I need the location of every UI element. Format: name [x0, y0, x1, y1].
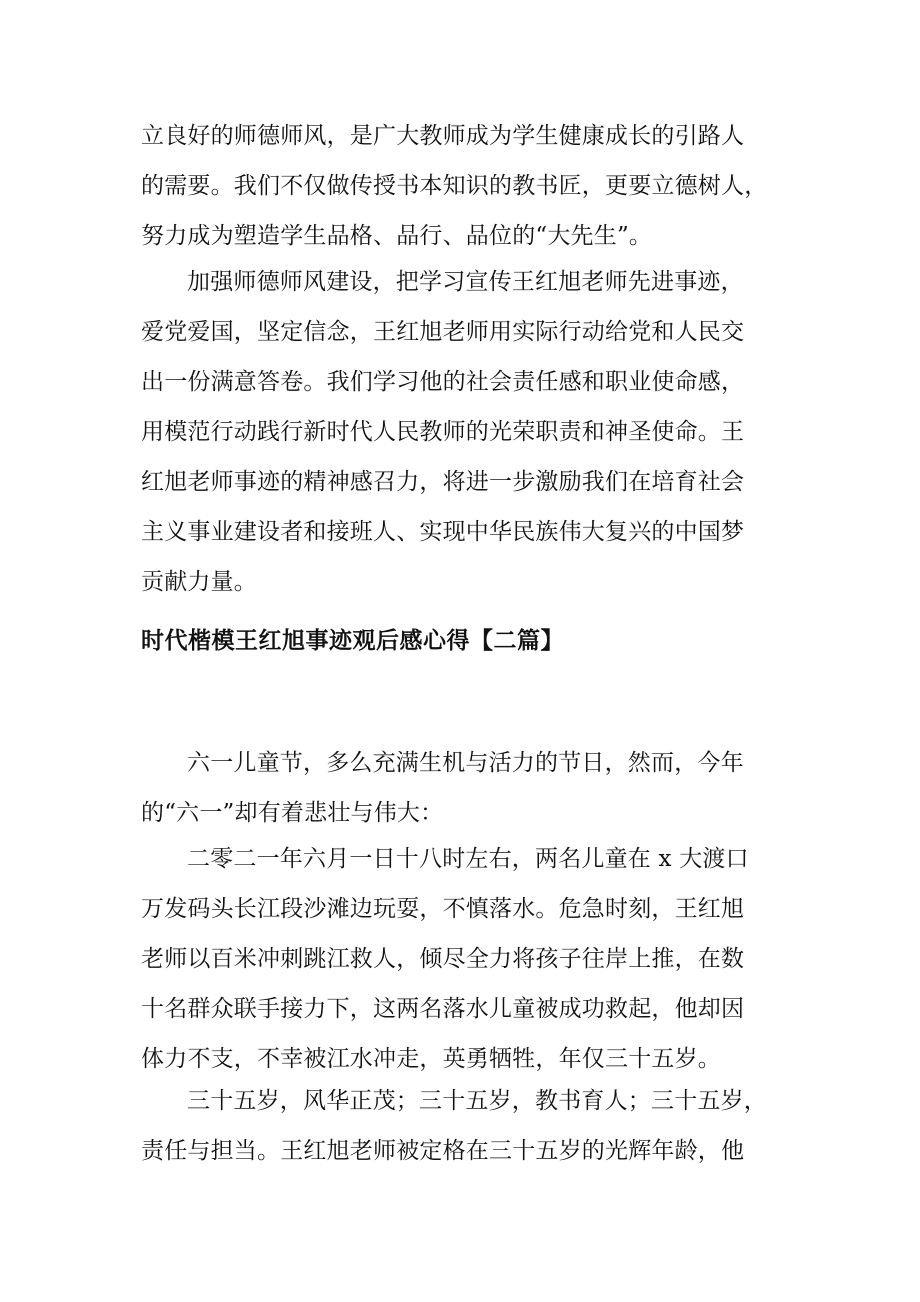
- text-line: 立良好的师德师风，是广大教师成为学生健康成长的引路人: [141, 123, 745, 149]
- text-line: 三十五岁，风华正茂；三十五岁，教书育人；三十五岁，: [187, 1088, 767, 1114]
- text-line: 体力不支，不幸被江水冲走，英勇牺牲，年仅三十五岁。: [141, 1046, 721, 1072]
- paragraph-continuation: [141, 111, 781, 261]
- text-line: 红旭老师事迹的精神感召力，将进一步激励我们在培育社会: [141, 469, 745, 495]
- paragraph-childrens-day: [141, 738, 781, 838]
- text-line: 老师以百米冲刺跳江救人，倾尽全力将孩子往岸上推，在数: [141, 946, 745, 972]
- text-line: 的需要。我们不仅做传授书本知识的教书匠，更要立德树人，: [141, 173, 768, 199]
- section-heading: 时代楷模王红旭事迹观后感心得【二篇】: [141, 628, 564, 654]
- text-line: 用模范行动践行新时代人民教师的光荣职责和神圣使命。王: [141, 419, 745, 445]
- paragraph-age-thirty-five: [141, 1076, 781, 1176]
- text-line: 责任与担当。王红旭老师被定格在三十五岁的光辉年龄，他: [141, 1138, 745, 1164]
- text-line: 出一份满意答卷。我们学习他的社会责任感和职业使命感，: [141, 369, 745, 395]
- paragraph-teacher-ethics: [141, 257, 781, 607]
- text-line: 的“六一”却有着悲壮与伟大：: [141, 800, 444, 826]
- text-line: 贡献力量。: [141, 569, 257, 595]
- paragraph-rescue-event: [141, 834, 781, 1084]
- text-line: 加强师德师风建设，把学习宣传王红旭老师先进事迹，: [187, 269, 744, 295]
- text-line: 二零二一年六月一日十八时左右，两名儿童在 x 大渡口: [187, 846, 749, 872]
- text-line: 万发码头长江段沙滩边玩耍，不慎落水。危急时刻，王红旭: [141, 896, 745, 922]
- text-line: 爱党爱国，坚定信念，王红旭老师用实际行动给党和人民交: [141, 319, 745, 345]
- text-line: 六一儿童节，多么充满生机与活力的节日，然而，今年: [187, 750, 744, 776]
- text-line: 十名群众联手接力下，这两名落水儿童被成功救起，他却因: [141, 996, 745, 1022]
- text-line: 努力成为塑造学生品格、品行、品位的“大先生”。: [141, 223, 653, 249]
- text-line: 主义事业建设者和接班人、实现中华民族伟大复兴的中国梦: [141, 519, 745, 545]
